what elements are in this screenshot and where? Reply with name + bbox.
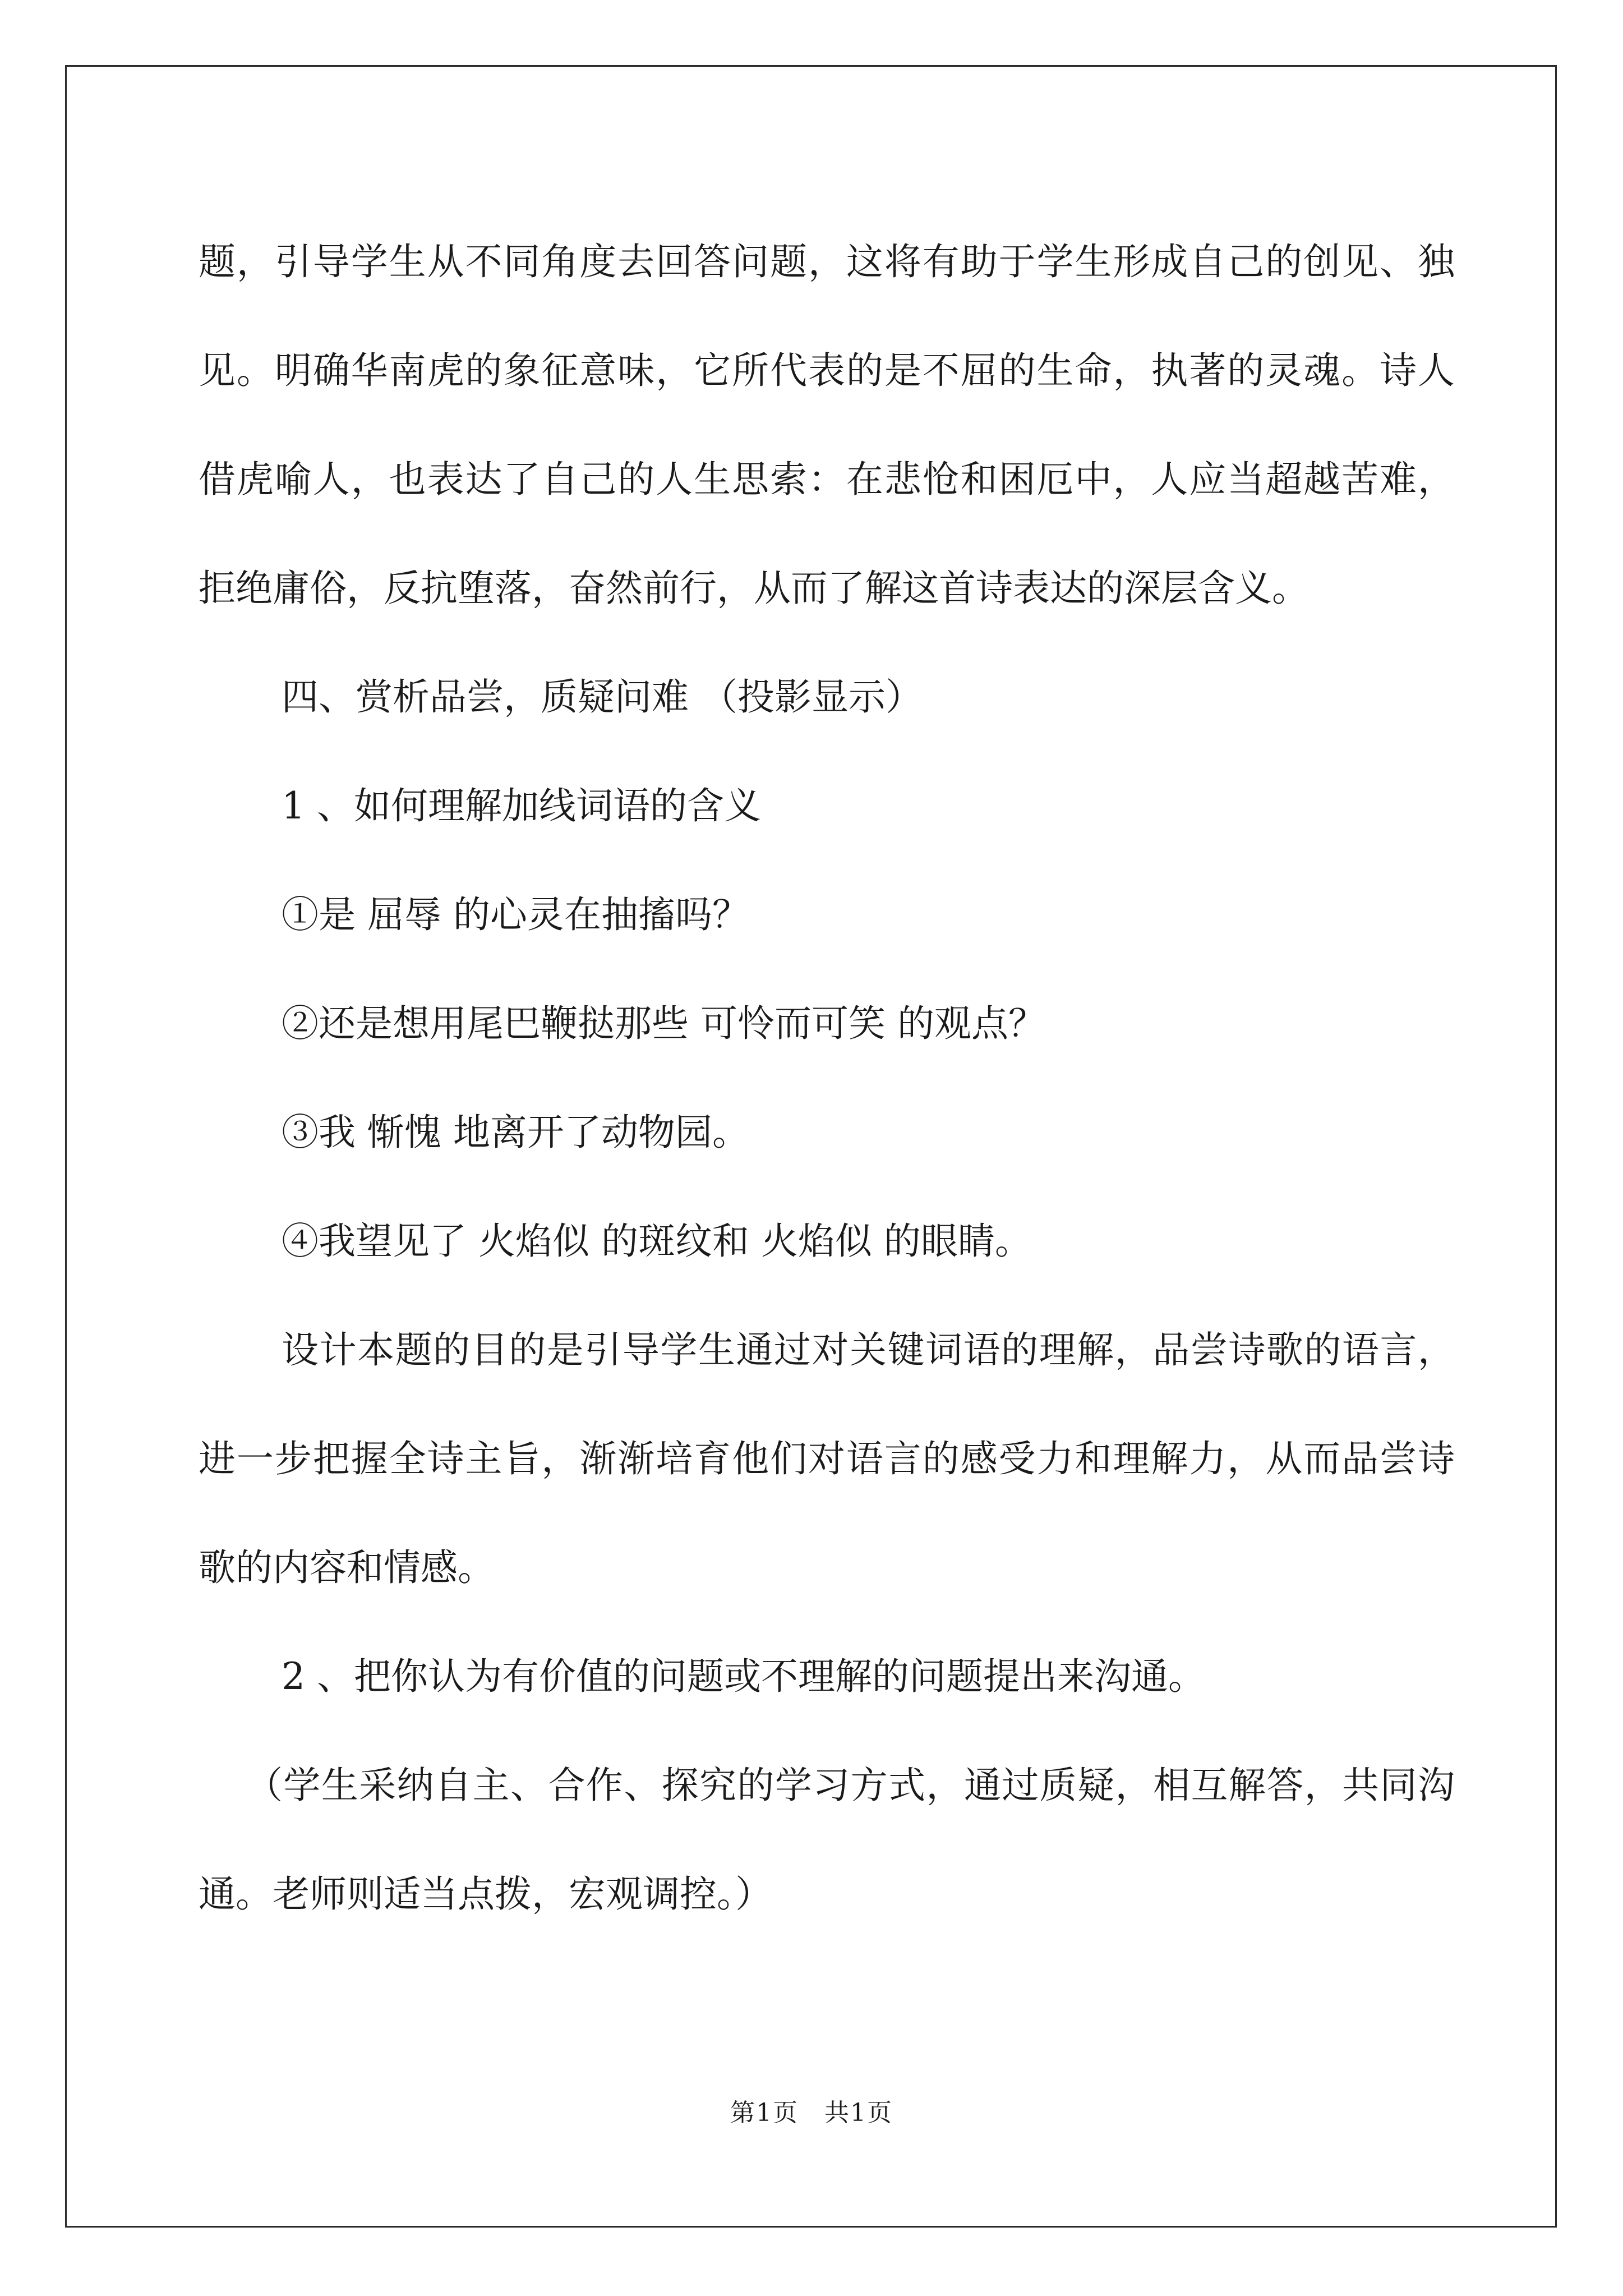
paragraph-section-heading: 四、赏析品尝，质疑问难 （投影显示） [282,675,923,719]
paragraph-design-purpose: 设计本题的目的是引导学生通过对关键词语的理解，品尝诗歌的语言，进一步把握全诗主旨，渐渐培育他们对语言的感受力和理解力，从而品尝诗歌的内容和情感。 [199,1328,1455,1589]
paragraph-item-3: ③我 惭愧 地离开了动物园。 [282,1111,749,1154]
paragraph-question-1: 1 、如何理解加线词语的含义 [282,784,761,827]
paragraph-item-1: ①是 屈辱 的心灵在抽搐吗？ [282,893,749,936]
page-footer: 第1页 共1页 [730,2099,893,2127]
document-body [199,208,1455,1949]
paragraph-item-2: ②还是想用尾巴鞭挞那些 可怜而可笑 的观点？ [282,1002,1045,1045]
paragraph-question-2: 2 、把你认为有价值的问题或不理解的问题提出来沟通。 [282,1655,1205,1698]
paragraph-student-note: （学生采纳自主、合作、探究的学习方式，通过质疑，相互解答，共同沟通。老师则适当点拨，宏观调控。） [199,1764,1455,1916]
paragraph-1: 题，引导学生从不同角度去回答问题，这将有助于学生形成自己的创见、独见。明确华南虎的象征意味，它所代表的是不屈的生命，执著的灵魂。诗人借虎喻人，也表达了自己的人生思索：在悲怆和困厄中，人应当超越苦难，拒绝庸俗，反抗堕落，奋然前行，从而了解这首诗表达的深层含义。 [199,240,1455,610]
paragraph-item-4: ④我望见了 火焰似 的斑纹和 火焰似 的眼睛。 [282,1220,1032,1263]
